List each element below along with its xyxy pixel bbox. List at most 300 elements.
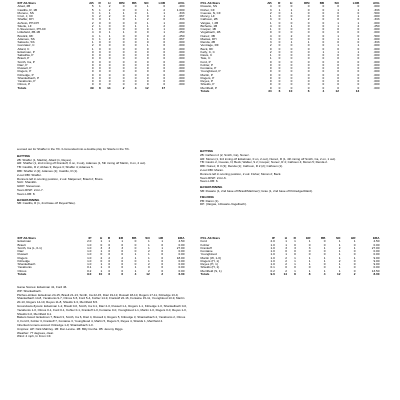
stat-cell: 1 bbox=[308, 258, 311, 263]
stat-cell: 0 bbox=[322, 82, 325, 87]
stat-cell: 0 bbox=[108, 69, 111, 74]
stat-cell: 0 bbox=[163, 36, 166, 41]
stat-cell: 0 bbox=[108, 72, 111, 77]
player-name: Moreno, SS bbox=[17, 10, 34, 15]
player-name: Kohler, P bbox=[200, 62, 214, 67]
stat-cell: 27.00 bbox=[371, 245, 380, 250]
stat-cell: 0 bbox=[98, 56, 101, 61]
stat-cell: 0 bbox=[108, 258, 111, 263]
stat-cell: 0 bbox=[122, 59, 125, 64]
stat-cell: 0 bbox=[108, 46, 111, 51]
stat-cell: 0 bbox=[122, 20, 125, 25]
stat-cell: 0 bbox=[122, 79, 125, 83]
stat-cell: 0.00 bbox=[373, 252, 380, 257]
stat-cell: 0 bbox=[269, 69, 272, 74]
stat-cell: 0 bbox=[269, 75, 272, 80]
stat-cell: 0 bbox=[307, 46, 310, 51]
stat-cell: 0 bbox=[290, 56, 293, 61]
stat-cell: 5 bbox=[91, 4, 94, 9]
stat-cell: 0 bbox=[108, 82, 111, 87]
player-name: Reyes (H, 1) bbox=[200, 262, 218, 266]
stat-cell: 1 bbox=[285, 252, 288, 257]
stat-cell: 1 bbox=[323, 268, 326, 273]
stat-cell: 0 bbox=[98, 30, 101, 35]
stat-cell: 1.0 bbox=[270, 262, 275, 266]
stat-cell: 1 bbox=[146, 7, 149, 12]
stat-cell: 1 bbox=[91, 27, 94, 31]
column-header: HR bbox=[158, 236, 164, 240]
stat-cell: 6.00 bbox=[178, 271, 185, 276]
column-header: R bbox=[293, 236, 296, 240]
stat-cell: 0 bbox=[121, 268, 124, 273]
stat-cell: 0 bbox=[322, 7, 325, 12]
stat-cell: 0 bbox=[322, 27, 325, 31]
stat-cell: 0 bbox=[307, 43, 310, 48]
stat-cell: 0 bbox=[134, 10, 137, 15]
stat-cell: 0 bbox=[323, 265, 326, 270]
stat-cell: 0 bbox=[285, 265, 288, 270]
stat-cell: 0 bbox=[148, 265, 150, 270]
totals-row bbox=[17, 273, 185, 276]
column-header: ER bbox=[118, 236, 124, 240]
stat-cell: 9.00 bbox=[373, 258, 380, 263]
stat-cell: .000 bbox=[178, 40, 185, 44]
stat-cell: 0 bbox=[353, 258, 356, 263]
stat-cell: 1 bbox=[91, 40, 94, 44]
batting-heading: BATTING bbox=[200, 149, 214, 153]
stat-cell: 1 bbox=[134, 23, 137, 28]
stat-cell: 1 bbox=[338, 249, 341, 253]
column-header: LOB bbox=[352, 1, 360, 5]
stat-cell: 0 bbox=[134, 46, 137, 51]
column-header: AVG bbox=[373, 1, 380, 5]
stat-cell: 0 bbox=[278, 72, 281, 77]
player-name: Tate, C bbox=[200, 56, 211, 61]
fielding-notes bbox=[200, 200, 380, 208]
stat-cell: .000 bbox=[178, 20, 185, 25]
stat-cell: 2 bbox=[91, 23, 94, 28]
stat-cell: 0 bbox=[357, 53, 360, 57]
stat-cell: 2 bbox=[100, 255, 103, 260]
stat-cell: 0 bbox=[278, 75, 281, 80]
stat-cell: 0 bbox=[134, 53, 137, 57]
player-name: Ventrage, RF bbox=[200, 43, 219, 48]
stat-cell: 0 bbox=[357, 4, 360, 9]
stat-cell: 1 bbox=[290, 23, 293, 28]
stat-cell: 0 bbox=[100, 252, 103, 257]
column-header: SO bbox=[145, 236, 150, 240]
player-name: Totals bbox=[17, 271, 27, 276]
stat-cell: 1 bbox=[357, 36, 360, 41]
stat-cell: 0 bbox=[307, 79, 310, 83]
stat-cell: 1 bbox=[134, 268, 137, 273]
column-header: AB bbox=[267, 1, 272, 5]
stat-cell: 0 bbox=[146, 27, 149, 31]
stat-cell: 1 bbox=[98, 36, 101, 41]
stat-cell: 2 bbox=[353, 271, 356, 276]
stat-cell: 0 bbox=[278, 82, 281, 87]
stat-cell: .000 bbox=[373, 82, 380, 87]
stat-cell: .250 bbox=[178, 30, 185, 35]
stat-cell: 0 bbox=[357, 56, 360, 61]
player-name: Rogers, P bbox=[200, 75, 215, 80]
stat-cell: 0 bbox=[146, 62, 149, 67]
stat-cell: 1 bbox=[337, 43, 339, 48]
stat-cell: 0 bbox=[121, 265, 124, 270]
stat-cell: 2 bbox=[91, 43, 94, 48]
player-name: Muncy, LF bbox=[200, 14, 215, 18]
stat-cell: 0 bbox=[91, 79, 94, 83]
stat-cell: 3 bbox=[269, 40, 272, 44]
stat-cell: 2 bbox=[108, 255, 111, 260]
stat-cell: 0 bbox=[122, 56, 125, 61]
stat-cell: 3 bbox=[91, 14, 94, 18]
stat-cell: 1 bbox=[337, 33, 339, 38]
stat-cell: 0 bbox=[98, 17, 101, 22]
pitching-table-int bbox=[17, 237, 185, 276]
stat-cell: 0 bbox=[269, 79, 272, 83]
column-header: R bbox=[278, 1, 281, 5]
stat-cell: 4.50 bbox=[373, 239, 380, 244]
stat-cell: 1 bbox=[108, 10, 111, 15]
player-name: deSoto, PH-DH bbox=[17, 20, 39, 25]
player-name: Eckelman, P bbox=[17, 49, 35, 54]
stat-cell: 1 bbox=[269, 27, 272, 31]
stat-cell bbox=[360, 90, 380, 93]
player-name: Rogers, P bbox=[17, 69, 32, 74]
column-header: H bbox=[108, 1, 111, 5]
player-name: Vargas, I, 2B bbox=[200, 20, 219, 25]
player-name: b-Stevenson, PH-CF bbox=[17, 27, 47, 31]
stat-cell: 1.0 bbox=[87, 252, 92, 257]
stat-cell: 9.0 bbox=[87, 271, 92, 276]
stat-cell: 6 bbox=[278, 88, 281, 93]
player-name: Littlefield, 3B-1B bbox=[17, 30, 41, 35]
stat-cell: 0 bbox=[163, 59, 166, 64]
stat-cell: 0 bbox=[357, 79, 360, 83]
stat-cell: 0 bbox=[163, 4, 166, 9]
stat-cell: 0 bbox=[108, 23, 111, 28]
stat-cell: .000 bbox=[373, 85, 380, 90]
stat-cell: 0 bbox=[98, 53, 101, 57]
player-name: Merrifield (S, 1) bbox=[200, 268, 222, 273]
stat-cell: 6 bbox=[121, 271, 124, 276]
stat-cell: 3 bbox=[121, 245, 124, 250]
stat-cell: .000 bbox=[178, 59, 185, 64]
stat-cell: 0 bbox=[337, 14, 339, 18]
column-header: R bbox=[98, 1, 101, 5]
stat-cell: 0 bbox=[108, 265, 111, 270]
player-name: Martin (W, 1-0) bbox=[200, 255, 221, 260]
note-line: RBI: Nunez, R 3 (3); Renda (1); Calhoun, R 2 (2); Calhoun (1). bbox=[200, 164, 284, 169]
stat-cell: 0 bbox=[337, 40, 339, 44]
stat-cell: 0 bbox=[163, 49, 166, 54]
column-header: BB bbox=[320, 236, 326, 240]
player-name: Reyes, P bbox=[200, 79, 214, 83]
stat-cell: .000 bbox=[178, 43, 185, 48]
stat-cell: 1 bbox=[163, 30, 166, 35]
stat-cell: 0.2 bbox=[87, 268, 92, 273]
stat-cell: 0 bbox=[161, 265, 164, 270]
stat-cell: 0 bbox=[290, 66, 293, 70]
stat-cell: 0 bbox=[290, 53, 293, 57]
stat-cell: 0 bbox=[278, 30, 281, 35]
stat-cell: .000 bbox=[178, 79, 185, 83]
stat-cell: 1.0 bbox=[270, 242, 275, 247]
stat-cell: 0 bbox=[357, 85, 360, 90]
stat-cell: 1.0 bbox=[87, 255, 92, 260]
stat-cell: 1 bbox=[98, 33, 101, 38]
column-header: ER bbox=[306, 236, 311, 240]
stat-cell: 0 bbox=[290, 36, 293, 41]
stat-cell: 0 bbox=[108, 49, 111, 54]
stat-cell: 1 bbox=[91, 46, 94, 51]
totals-row bbox=[200, 90, 380, 93]
stat-cell: 0 bbox=[307, 85, 310, 90]
stat-cell: 0.00 bbox=[178, 242, 185, 247]
note-line: DP: (Vargas, I-Rosario-Vogelbach). bbox=[200, 202, 247, 207]
stat-cell: 0 bbox=[134, 75, 137, 80]
stat-cell: .333 bbox=[178, 10, 185, 15]
stat-cell: 1 bbox=[338, 239, 341, 244]
stat-cell: 0 bbox=[322, 17, 325, 22]
stat-cell: 0 bbox=[278, 4, 281, 9]
stat-cell: 1 bbox=[161, 245, 164, 250]
player-name: Allard, C bbox=[17, 46, 30, 51]
stat-cell: 0 bbox=[134, 56, 137, 61]
stat-cell: 0 bbox=[108, 62, 111, 67]
batting-table-int bbox=[17, 2, 185, 90]
stat-cell: 0 bbox=[357, 33, 360, 38]
stat-cell: 3 bbox=[269, 7, 272, 12]
stat-cell: 1.0 bbox=[87, 245, 92, 250]
stat-cell: 1 bbox=[98, 4, 101, 9]
note-line: Umpires: HP: Nick Mahrley. 1B: Ron Levine. 2B: Billy Cunha. 3B: Jeremy Riggs. bbox=[17, 326, 124, 331]
column-header: H bbox=[290, 1, 293, 5]
stat-cell: 0 bbox=[307, 10, 310, 15]
stat-cell: .000 bbox=[178, 53, 185, 57]
stat-cell: 39 bbox=[90, 85, 94, 90]
stat-cell: 2 bbox=[307, 17, 310, 22]
stat-cell: 0 bbox=[269, 46, 272, 51]
stat-cell: .000 bbox=[178, 27, 185, 31]
stat-cell: 0 bbox=[161, 258, 164, 263]
stat-cell: 1.0 bbox=[87, 262, 92, 266]
stat-cell: .000 bbox=[178, 56, 185, 61]
stat-cell: 1 bbox=[134, 265, 137, 270]
stat-cell: 0 bbox=[337, 66, 339, 70]
stat-cell: 1 bbox=[308, 239, 311, 244]
stat-cell: 0 bbox=[307, 30, 310, 35]
batting-table-pcl bbox=[200, 2, 380, 93]
stat-cell: 4 bbox=[322, 88, 325, 93]
player-name: Kittredge, P bbox=[17, 72, 34, 77]
column-header: ERA bbox=[177, 236, 185, 240]
stat-cell: 0 bbox=[278, 53, 281, 57]
stat-cell: 0 bbox=[98, 79, 101, 83]
stat-cell: 0 bbox=[322, 79, 325, 83]
stat-cell: 4 bbox=[91, 33, 94, 38]
stat-cell: 2 bbox=[108, 36, 111, 41]
player-name: Olmos, P bbox=[17, 82, 31, 87]
stat-cell: .000 bbox=[373, 79, 380, 83]
stat-cell: 1 bbox=[357, 49, 360, 54]
stat-cell: 0 bbox=[294, 242, 296, 247]
stat-cell: 0 bbox=[146, 14, 149, 18]
stat-cell: 0 bbox=[134, 49, 137, 54]
stat-cell: 0.00 bbox=[178, 258, 185, 263]
stat-cell: 9.00 bbox=[373, 255, 380, 260]
stat-cell: 0 bbox=[98, 40, 101, 44]
stat-cell: 6 bbox=[108, 271, 111, 276]
stat-cell: 1 bbox=[323, 245, 326, 250]
stat-cell: 0 bbox=[98, 82, 101, 87]
column-header: ERA bbox=[372, 236, 380, 240]
stat-cell: 0 bbox=[308, 265, 311, 270]
stat-cell: 1 bbox=[323, 258, 326, 263]
notes-pcl bbox=[200, 148, 380, 207]
stat-cell: 1 bbox=[322, 49, 325, 54]
stat-cell: 0 bbox=[290, 72, 293, 77]
note-line: Inherited runners-scored: Kittredge 1-0; Shankelbach 1-0. bbox=[17, 322, 94, 327]
stat-cell: 0 bbox=[290, 30, 293, 35]
stat-cell: 0 bbox=[163, 79, 166, 83]
stat-cell: 0 bbox=[357, 17, 360, 22]
column-header: BB bbox=[319, 1, 325, 5]
stat-cell: .333 bbox=[178, 17, 185, 22]
batting-notes bbox=[200, 154, 380, 184]
note-line: 2B: Calhoun 2 (2, Smith, Ca), Nunez. bbox=[200, 152, 250, 157]
stat-cell: 1 bbox=[307, 40, 310, 44]
stat-cell: 0 bbox=[122, 36, 125, 41]
stat-cell: .000 bbox=[178, 82, 185, 87]
note-line: HR: Shaffer (1, 2nd inning off Frankoff, 0 on, 0 out), Adames (1, 5th inning off Martin, 0 on, 2 out). bbox=[17, 161, 147, 166]
stat-cell: 0 bbox=[290, 46, 293, 51]
player-name: Fontaine bbox=[200, 249, 213, 253]
stat-cell: 0 bbox=[278, 10, 281, 15]
stat-cell: 0 bbox=[337, 59, 339, 64]
stat-cell: .500 bbox=[373, 10, 380, 15]
stat-cell: 1 bbox=[290, 17, 293, 22]
stat-cell: 0 bbox=[357, 27, 360, 31]
stat-cell: 0 bbox=[134, 40, 137, 44]
stat-cell: 1.000 bbox=[176, 7, 185, 12]
stat-cell: 0 bbox=[122, 69, 125, 74]
player-name: Beck, RF bbox=[200, 46, 214, 51]
stat-cell: 0 bbox=[290, 14, 293, 18]
stat-cell: 0 bbox=[290, 59, 293, 64]
stat-cell: 2 bbox=[163, 33, 166, 38]
stat-cell: 0 bbox=[122, 75, 125, 80]
stat-cell: 1 bbox=[134, 17, 137, 22]
stat-cell: 0 bbox=[294, 252, 296, 257]
stat-cell: 1 bbox=[290, 40, 293, 44]
stat-cell: 0 bbox=[278, 40, 281, 44]
stat-cell: 9.0 bbox=[270, 271, 275, 276]
stat-cell: 0 bbox=[91, 72, 94, 77]
stat-cell: 0 bbox=[134, 62, 137, 67]
stat-cell: 1 bbox=[353, 239, 356, 244]
stat-cell: 0 bbox=[163, 75, 166, 80]
stat-cell: 0 bbox=[307, 7, 310, 12]
stat-cell: .333 bbox=[373, 17, 380, 22]
stat-cell: .000 bbox=[373, 53, 380, 57]
stat-cell: 0.00 bbox=[373, 242, 380, 247]
player-name: Diaz bbox=[17, 249, 24, 253]
notes-int bbox=[17, 148, 187, 206]
stat-cell: 1 bbox=[148, 258, 150, 263]
stat-cell: 0 bbox=[337, 30, 339, 35]
stat-cell: 1 bbox=[146, 43, 149, 48]
stat-cell: 0 bbox=[278, 66, 281, 70]
stat-cell: .000 bbox=[373, 4, 380, 9]
stat-cell: 8.00 bbox=[373, 271, 380, 276]
stat-cell: .250 bbox=[373, 23, 380, 28]
note-line: 2B: Shaffer (1, Madris), Allard (1, Reyes). bbox=[17, 157, 72, 162]
pitching_right-grid bbox=[200, 237, 380, 276]
stat-cell: .000 bbox=[373, 27, 380, 31]
stat-cell: 0 bbox=[278, 14, 281, 18]
stat-cell: 0 bbox=[134, 33, 137, 38]
player-name: Salcedo, SS bbox=[17, 40, 35, 44]
stat-cell: 0 bbox=[307, 36, 310, 41]
stat-cell: 0 bbox=[98, 20, 101, 25]
stat-cell: 1 bbox=[338, 262, 341, 266]
stat-cell: 1 bbox=[100, 239, 103, 244]
stat-cell: 0.00 bbox=[178, 252, 185, 257]
stat-cell: 0 bbox=[122, 49, 125, 54]
stat-cell: 0 bbox=[290, 75, 293, 80]
stat-cell: 2 bbox=[269, 43, 272, 48]
stat-cell: .667 bbox=[178, 14, 185, 18]
stat-cell: 0 bbox=[357, 69, 360, 74]
stat-cell: 3 bbox=[269, 17, 272, 22]
stat-cell: 1 bbox=[108, 33, 111, 38]
stat-cell: 0 bbox=[290, 4, 293, 9]
stat-cell: 1 bbox=[285, 242, 288, 247]
player-name: Ford, P bbox=[200, 59, 211, 64]
totals-row bbox=[17, 87, 185, 90]
player-name: Totals bbox=[200, 271, 210, 276]
note-line: 2-out RBI: Moran. bbox=[200, 167, 224, 172]
player-name: Stierle, LF bbox=[17, 23, 32, 28]
batting-notes bbox=[17, 159, 187, 197]
stat-cell: 0 bbox=[353, 262, 356, 266]
stat-cell: 0 bbox=[337, 17, 339, 22]
stat-cell: 0 bbox=[134, 30, 137, 35]
player-name: Kelly, C, C bbox=[200, 49, 215, 54]
player-name: Adames, SS bbox=[17, 36, 35, 41]
stat-cell: 1 bbox=[148, 239, 150, 244]
stat-cell: 0 bbox=[323, 262, 326, 266]
note-line: Team RISP: 2-for-7. bbox=[17, 187, 44, 192]
player-name: Shaffer, DH bbox=[17, 17, 34, 22]
player-name: Brault, P bbox=[17, 56, 30, 61]
game-notes bbox=[17, 286, 187, 339]
stat-cell: 1 bbox=[269, 14, 272, 18]
stat-cell: 0 bbox=[353, 268, 356, 273]
player-name: Nunez, 3B bbox=[200, 33, 215, 38]
stat-cell: 0 bbox=[146, 40, 149, 44]
stat-cell: 2 bbox=[285, 268, 288, 273]
note-line: PB: Daron (1). bbox=[200, 198, 220, 203]
stat-cell: .000 bbox=[373, 43, 380, 48]
stat-cell: 4 bbox=[134, 271, 137, 276]
stat-cell: .000 bbox=[373, 62, 380, 67]
stat-cell: 0 bbox=[307, 69, 310, 74]
player-name: Eckelman bbox=[17, 239, 32, 244]
baserunning-notes bbox=[200, 190, 380, 194]
